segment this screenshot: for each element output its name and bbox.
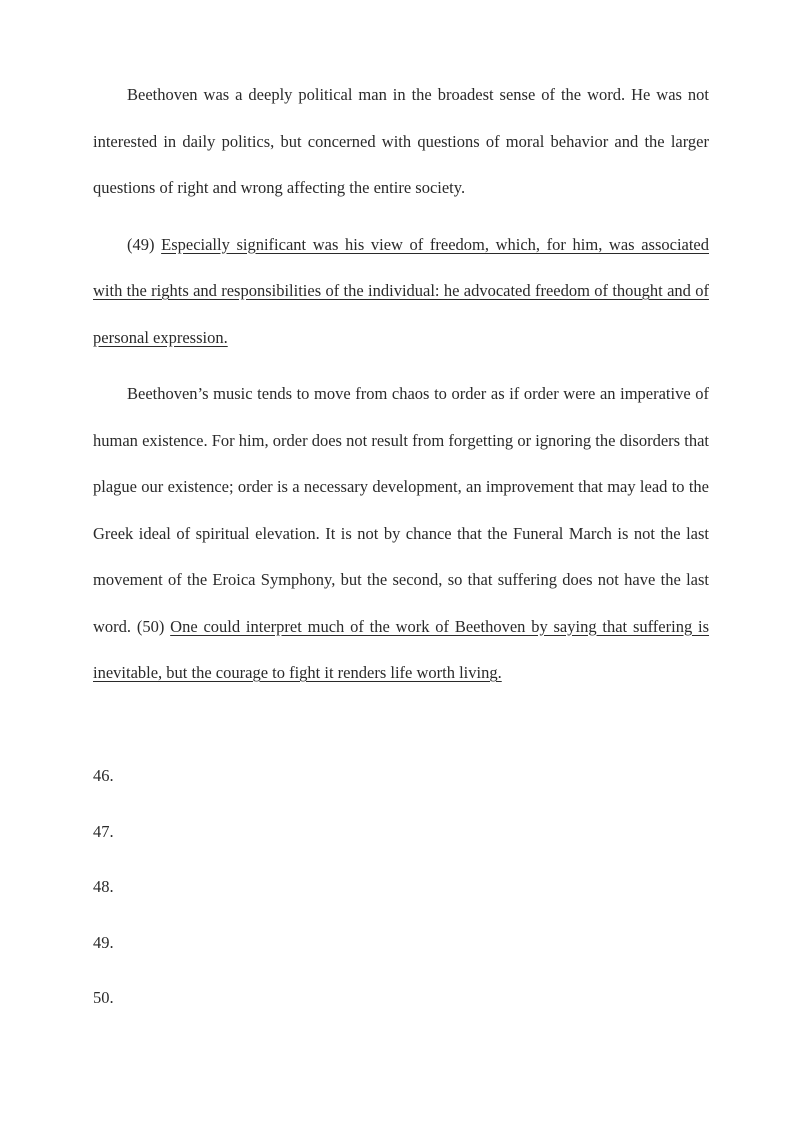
- paragraph-gap: [93, 361, 709, 371]
- answer-48-label: 48.: [93, 877, 114, 896]
- paragraph-3: [93, 371, 709, 697]
- answer-49-label: 49.: [93, 932, 114, 952]
- question-50-marker: (50): [136, 616, 165, 636]
- answer-46-label: 46.: [93, 766, 114, 785]
- paragraph-gap: [93, 212, 709, 222]
- question-49-marker: (49): [127, 234, 155, 254]
- question-49-sentence: Especially significant was his view of freedom, which, for him, was associated with the rights and responsibilities of the individual: he advocated freedom of thought and of personal expression.: [93, 234, 710, 347]
- answer-50-label: 50.: [93, 988, 114, 1007]
- answer-list: [93, 758, 114, 1036]
- question-50-sentence: One could interpret much of the work of Beethoven by saying that suffering is inevitable, but the courage to fight it renders life worth living.: [93, 616, 710, 682]
- document-page: [93, 72, 709, 697]
- paragraph-2: [93, 222, 709, 362]
- answer-47-label: 47.: [93, 821, 114, 841]
- paragraph-3-text: Beethoven’s music tends to move from chaos to order as if order were an imperative of human existence. For him, order does not result from forgetting or ignoring the disorders that plague our existence; order is a necessary development, an improvement that may lead to the Greek ideal of spiritual elevation. It is not by chance that the Funeral March is not the last movement of the Eroica Symphony, but the second, so that suffering does not have the last word.: [93, 384, 709, 636]
- paragraph-1-text: Beethoven was a deeply political man in the broadest sense of the word. He was not interested in daily politics, but concerned with questions of moral behavior and the larger questions of right and wrong affecting the entire society.: [93, 85, 709, 197]
- paragraph-1: [93, 72, 709, 212]
